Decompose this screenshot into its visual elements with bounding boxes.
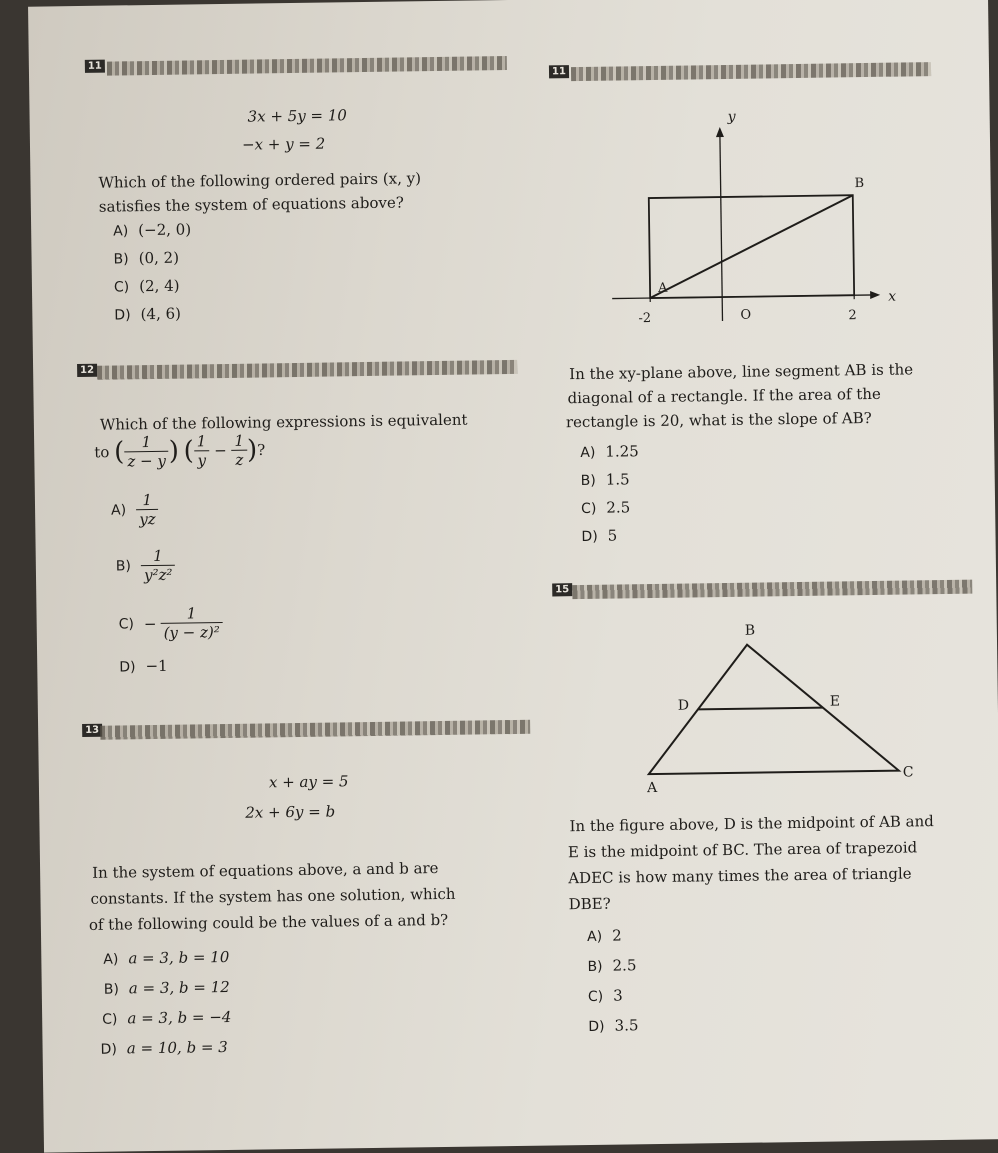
option-a[interactable]: A) 2 [587, 927, 622, 945]
header-band-right [571, 62, 931, 81]
option-c[interactable]: C) 2.5 [581, 498, 630, 517]
question-prompt-line2: satisfies the system of equations above? [99, 189, 404, 219]
option-b[interactable]: B) 1.5 [581, 470, 630, 489]
origin-label: O [740, 308, 751, 323]
option-d[interactable]: D) a = 10, b = 3 [100, 1038, 227, 1058]
option-d[interactable]: D) −1 [119, 657, 168, 676]
question-prompt-line1: In the figure above, D is the midpoint of AB and [569, 808, 934, 839]
option-b[interactable]: B) $\frac{1}{\text{y²z²}}$ [116, 547, 176, 585]
header-band-left [107, 56, 507, 76]
question-prompt: Which of the following expressions is equivalent [100, 407, 468, 438]
option-b[interactable]: B) (0, 2) [113, 249, 179, 268]
equation-1: x + ay = 5 [269, 772, 349, 791]
point-a-label: A [657, 281, 668, 296]
question-number-11: 11 [85, 60, 105, 73]
point-b-label: B [854, 176, 864, 191]
x-arrow-icon [870, 291, 880, 299]
point-d-label: D [678, 698, 689, 714]
question-prompt-line4: DBE? [568, 891, 610, 918]
option-d[interactable]: D) (4, 6) [114, 305, 181, 324]
point-b-label: B [745, 623, 756, 639]
triangle-figure [617, 614, 929, 798]
question-prompt-line1: In the system of equations above, a and b are [92, 855, 439, 886]
coordinate-graph [589, 94, 912, 338]
point-c-label: C [903, 764, 914, 780]
option-c[interactable]: C) 3 [588, 986, 623, 1004]
question-prompt-line2: E is the midpoint of BC. The area of trapezoid [568, 834, 918, 865]
question-number-right: 11 [549, 65, 569, 78]
equation-1: 3x + 5y = 10 [247, 106, 347, 125]
question-prompt-line2: diagonal of a rectangle. If the area of the [567, 381, 881, 411]
equation-2: 2x + 6y = b [245, 802, 335, 821]
question-number-12: 12 [77, 364, 97, 377]
question-number-13: 13 [82, 724, 102, 737]
option-d[interactable]: D) 3.5 [588, 1016, 638, 1035]
header-band-q15 [572, 580, 972, 600]
question-prompt-line1: Which of the following ordered pairs (x, y) [98, 165, 421, 196]
question-number-15: 15 [552, 583, 572, 596]
expression: to ( $\frac{1}{z - y}$ ) ( $\frac{1}{y}$ − $\frac{1}{z}$ )? [94, 431, 266, 470]
worksheet-page [28, 0, 998, 1153]
y-axis-label: y [727, 109, 737, 125]
question-prompt-line3: rectangle is 20, what is the slope of AB? [566, 405, 872, 435]
y-arrow-icon [716, 127, 724, 137]
segment-ab [649, 195, 854, 298]
option-c[interactable]: C) − $\frac{1}{\text{(y − z)²}}$ [118, 604, 223, 642]
option-c[interactable]: C) a = 3, b = −4 [102, 1008, 231, 1028]
question-prompt-line2: constants. If the system has one solution, which [90, 881, 455, 912]
option-b[interactable]: B) 2.5 [587, 956, 636, 975]
option-d[interactable]: D) 5 [581, 527, 617, 545]
tick-label-pos2: 2 [848, 308, 856, 323]
option-b[interactable]: B) a = 3, b = 12 [104, 978, 230, 998]
segment-de [698, 708, 823, 710]
option-a[interactable]: A) (−2, 0) [113, 220, 191, 239]
option-a[interactable]: A) a = 3, b = 10 [103, 948, 229, 968]
equation-2: −x + y = 2 [242, 135, 326, 154]
option-c[interactable]: C) (2, 4) [114, 277, 180, 296]
question-prompt-line3: ADEC is how many times the area of triangle [568, 860, 912, 891]
header-band-q12 [97, 360, 517, 380]
point-e-label: E [830, 693, 840, 709]
point-a-label: A [646, 780, 658, 796]
x-axis-label: x [888, 289, 896, 305]
tick-label-neg2: -2 [638, 311, 651, 326]
option-a[interactable]: A) $\frac{1}{yz}$ [111, 491, 159, 529]
question-prompt-line1: In the xy-plane above, line segment AB is the [569, 356, 913, 387]
header-band-q13 [100, 720, 530, 740]
question-prompt-line3: of the following could be the values of a and b? [89, 907, 449, 938]
y-axis [720, 133, 723, 321]
option-a[interactable]: A) 1.25 [580, 442, 639, 461]
